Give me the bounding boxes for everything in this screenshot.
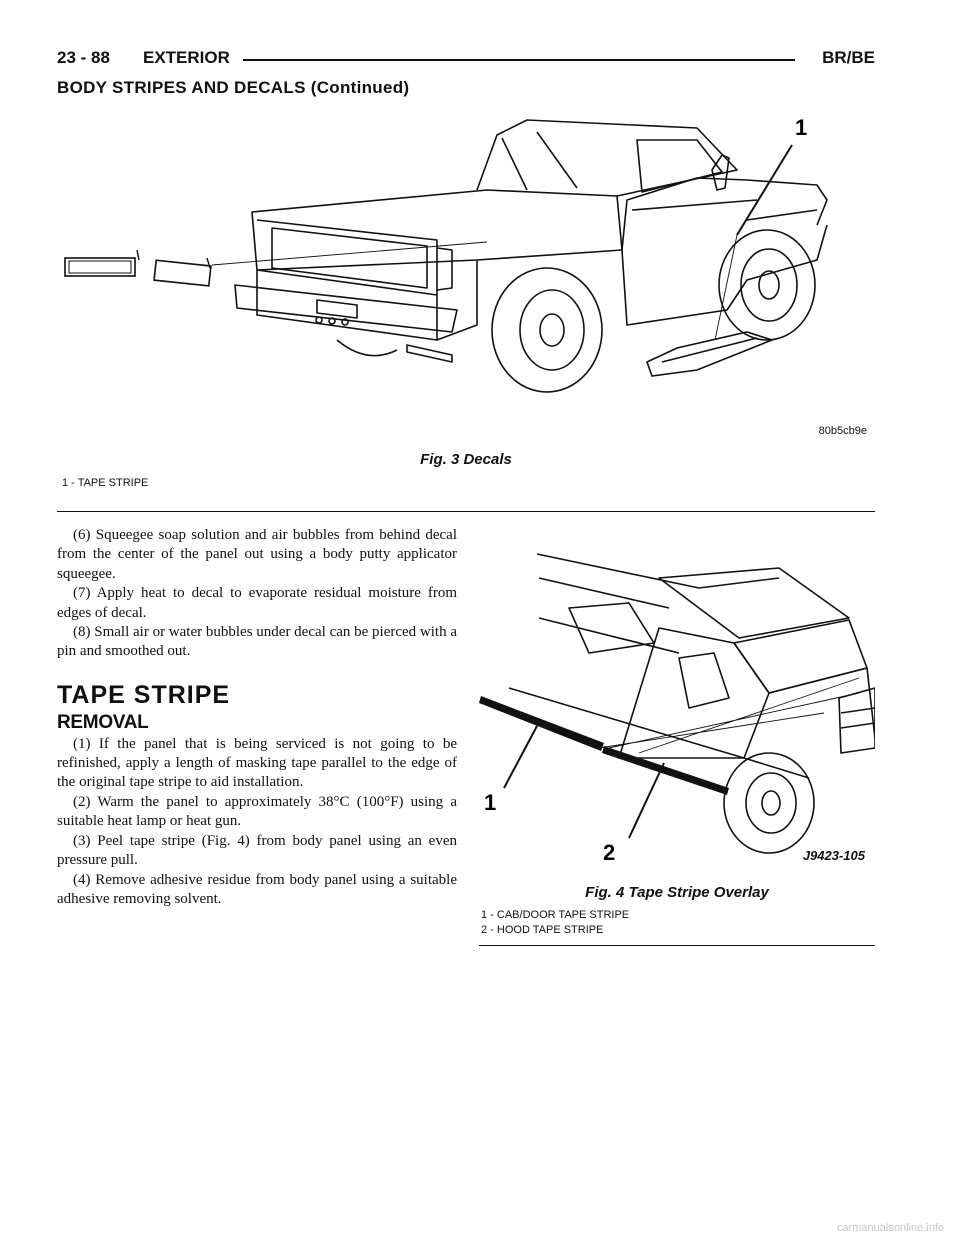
continued-heading: BODY STRIPES AND DECALS (Continued) <box>57 78 410 97</box>
watermark: carmanualsonline.info <box>836 1222 944 1234</box>
removal-step-2: (2) Warm the panel to approximately 38°C (100°F) using a suitable heat lamp or heat gun. <box>57 793 457 830</box>
figure-4 <box>479 548 875 946</box>
text-column <box>57 526 457 909</box>
removal-step-4: (4) Remove adhesive residue from body panel using a suitable adhesive removing solvent. <box>57 871 457 907</box>
removal-step-1: (1) If the panel that is being serviced is not going to be refinished, apply a length of masking tape parallel to the edge of the original tape stripe to aid installation. <box>57 735 457 791</box>
hood-tape-stripe-icon <box>602 746 729 795</box>
figure-4-rule <box>479 945 875 946</box>
callout-1: 1 <box>484 790 497 815</box>
callout-2: 2 <box>603 840 616 865</box>
4x4-decal-icon <box>154 258 211 286</box>
dodge-decal-icon <box>65 250 139 276</box>
figure-3-code: 80b5cb9e <box>818 425 867 437</box>
subheading-removal: REMOVAL <box>57 712 149 734</box>
section-heading-tape-stripe: TAPE STRIPE <box>57 680 231 709</box>
figure-4-legend-1: 1 - CAB/DOOR TAPE STRIPE <box>481 909 630 921</box>
figure-3-legend-1: 1 - TAPE STRIPE <box>62 477 149 489</box>
sport-decal-icon <box>647 332 772 376</box>
step-7: (7) Apply heat to decal to evaporate residual moisture from edges of decal. <box>57 585 457 621</box>
callout-1: 1 <box>795 115 808 140</box>
figure-3 <box>57 100 875 512</box>
figure-4-caption: Fig. 4 Tape Stripe Overlay <box>585 884 769 901</box>
cab-door-tape-stripe-icon <box>479 696 604 751</box>
step-6: (6) Squeegee soap solution and air bubbles from behind decal from the center of the panel out using a body putty applicator squeegee. <box>57 527 457 582</box>
tape-stripe-overlay-illustration <box>479 548 875 878</box>
page-number: 23 - 88 <box>57 48 110 67</box>
figure-3-caption: Fig. 3 Decals <box>420 451 512 468</box>
figure-3-rule <box>57 511 875 512</box>
step-8: (8) Small air or water bubbles under decal can be pierced with a pin and smoothed out. <box>57 624 458 660</box>
figure-4-legend <box>481 908 629 938</box>
model-code: BR/BE <box>822 48 875 67</box>
truck-decals-illustration <box>57 100 875 430</box>
figure-4-code: J9423-105 <box>802 848 865 863</box>
page-header <box>57 44 875 74</box>
figure-4-legend-2: 2 - HOOD TAPE STRIPE <box>481 924 604 936</box>
header-rule <box>243 59 795 61</box>
section-title: EXTERIOR <box>143 48 230 67</box>
removal-step-3: (3) Peel tape stripe (Fig. 4) from body panel using an even pressure pull. <box>57 832 457 869</box>
